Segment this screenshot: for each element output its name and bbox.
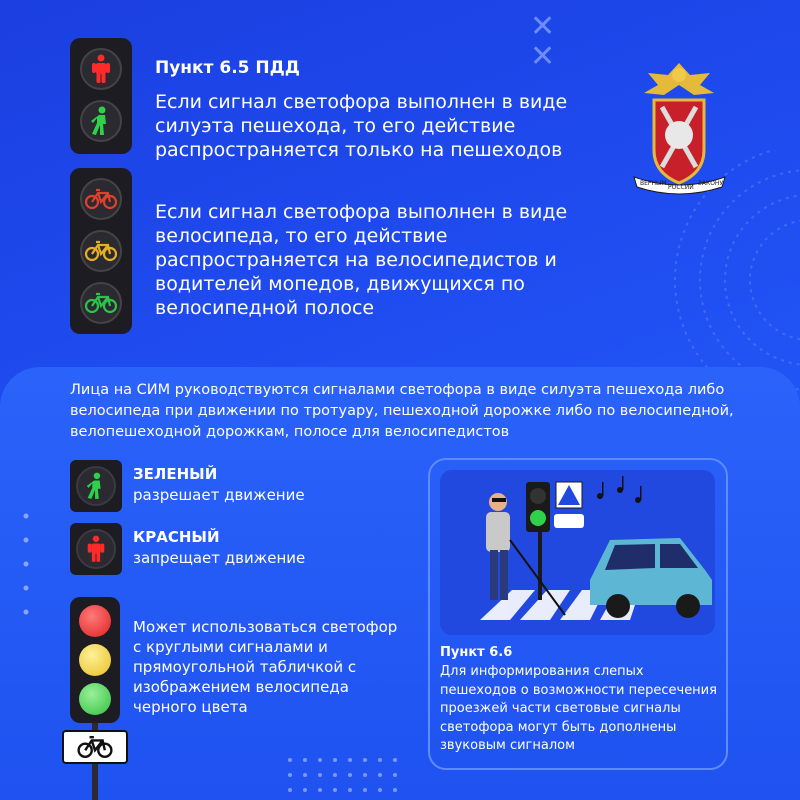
article-6-6-text: Для информирования слепых пешеходов о возможности пересечения проезжей части световые сигналы светофора могут быть дополнены звуковым сигналом — [440, 664, 717, 753]
emblem-ribbon-left: ВЕРНЫМ — [640, 180, 667, 187]
pedestrian-walk-icon — [80, 100, 122, 142]
decor-dots-left — [20, 510, 32, 630]
green-signal-title: ЗЕЛЕНЫЙ — [133, 465, 218, 483]
sim-intro-text: Лица на СИМ руководствуются сигналами светофора в виде силуэта пешехода либо велосипеда при движении по тротуару, пешеходной дорожке либо по велосипедной, велопешеходной дорожкам, полосе для велосипедистов — [70, 382, 734, 440]
yellow-lamp — [79, 644, 111, 676]
red-signal-title: КРАСНЫЙ — [133, 528, 220, 546]
bicycle-icon — [73, 735, 117, 759]
red-square-signal — [70, 523, 122, 575]
police-emblem-icon — [632, 55, 727, 195]
bicycle-traffic-light — [70, 168, 132, 334]
green-square-signal — [70, 460, 122, 512]
red-signal-desc: запрещает движение — [133, 549, 306, 567]
article-6-6-title: Пункт 6.6 — [440, 645, 513, 660]
bicycle-signal-text: Если сигнал светофора выполнен в виде велосипеда, то его действие распространяется на велосипедистов и водителей мопедов, движущихся по велосипедной полосе — [155, 201, 568, 319]
bicycle-plate — [62, 730, 128, 764]
green-signal-desc: разрешает движение — [133, 486, 305, 504]
green-lamp — [79, 683, 111, 715]
pedestrian-signal-text: Если сигнал светофора выполнен в виде силуэта пешехода, то его действие распространяется только на пешеходов — [155, 91, 568, 161]
pedestrian-traffic-light — [70, 38, 132, 154]
pedestrian-stop-icon — [80, 48, 122, 90]
pedestrian-walk-icon — [76, 466, 116, 506]
emblem-ribbon-middle: РОССИИ — [668, 184, 694, 191]
article-6-5-title: Пункт 6.5 ПДД — [155, 58, 300, 78]
bicycle-yellow-icon — [80, 230, 122, 272]
decor-dots-bottom — [285, 755, 415, 795]
emblem-ribbon-right: ЗАКОНУ — [698, 180, 724, 187]
blind-pedestrian-crossing-illustration — [440, 470, 715, 635]
round-traffic-light — [70, 597, 120, 723]
decor-cross-marks: ✕ ✕ — [530, 9, 556, 74]
red-lamp — [79, 605, 111, 637]
bicycle-green-icon — [80, 282, 122, 324]
round-signal-text: Может использоваться светофор с круглыми сигналами и прямоугольной табличкой с изображением велосипеда черного цвета — [133, 618, 398, 716]
pedestrian-stop-icon — [76, 529, 116, 569]
bicycle-red-icon — [80, 178, 122, 220]
